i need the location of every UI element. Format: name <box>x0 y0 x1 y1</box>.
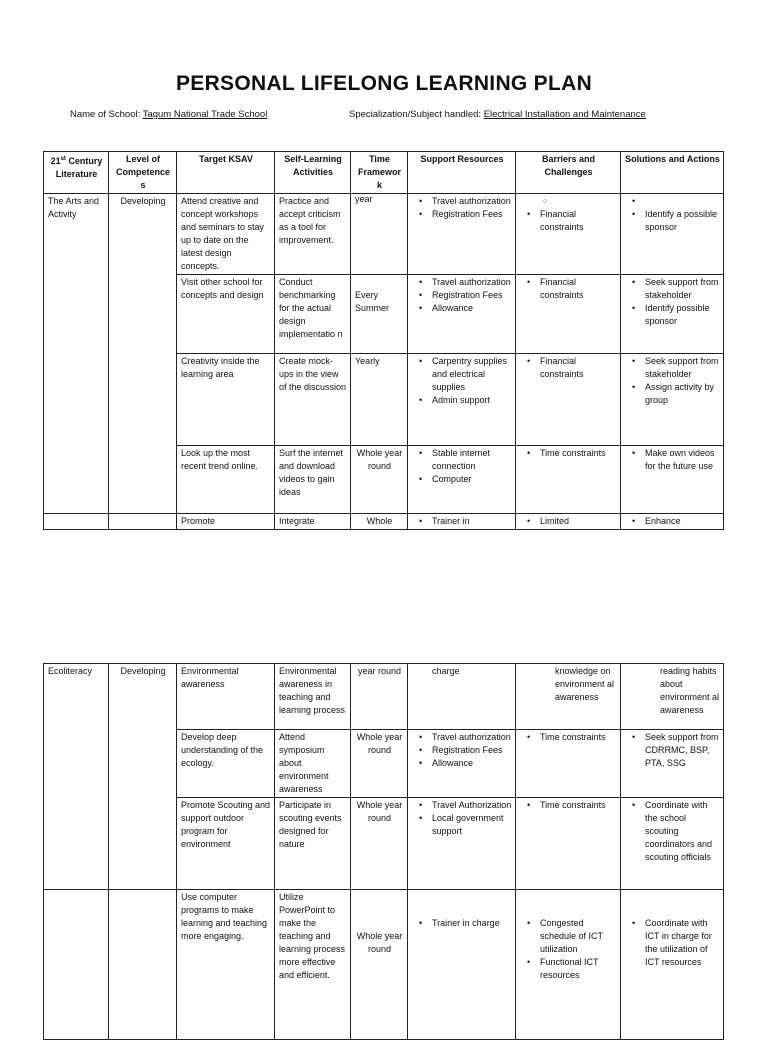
competence-cell: Developing <box>109 664 177 890</box>
activity-cell: Surf the internet and download videos to gain ideas <box>275 446 351 514</box>
ksav-cell: Use computer programs to make learning and teaching more engaging. <box>177 890 275 1040</box>
plan-table-part-2 <box>43 663 724 1040</box>
barriers-cell <box>516 730 621 798</box>
resources-cell <box>408 514 516 530</box>
list-item: • Coordinate with ICT in charge for the utilization of ICT resources <box>645 917 720 969</box>
century-literature-cell: Ecoliteracy <box>44 664 109 890</box>
table-row <box>44 664 724 730</box>
list-item: • Travel authorization <box>432 195 512 208</box>
list-item: • Functional ICT resources <box>540 956 617 982</box>
solutions-cell <box>621 275 724 354</box>
school-name: Tagum National Trade School <box>142 109 268 120</box>
table-row <box>44 890 724 1040</box>
list-item: • Financial constraints <box>540 276 617 302</box>
list-item: • Seek support from stakeholder <box>645 276 720 302</box>
resources-cell <box>408 798 516 890</box>
list-item: • Carpentry supplies and electrical supplies <box>432 355 512 394</box>
time-cell: Yearly <box>351 354 408 446</box>
table-header-row <box>44 152 724 194</box>
list-item: • Congested schedule of ICT utilization <box>540 917 617 956</box>
activity-cell: Integrate <box>275 514 351 530</box>
time-cell: Whole <box>351 514 408 530</box>
header-solutions-actions: Solutions and Actions <box>621 152 724 194</box>
ksav-cell: Promote <box>177 514 275 530</box>
activity-cell: Conduct benchmarking for the actual design implementatio n <box>275 275 351 354</box>
list-item: • Financial constraints <box>540 208 617 234</box>
activity-cell: Create mock-ups in the view of the discussion <box>275 354 351 446</box>
barriers-cell <box>516 890 621 1040</box>
activity-cell: Practice and accept criticism as a tool for improvement. <box>275 194 351 275</box>
list-item: • Trainer in charge <box>432 917 512 930</box>
list-item: • Local government support <box>432 812 512 838</box>
activity-cell: Environmental awareness in teaching and learning process <box>275 664 351 730</box>
list-item: • Identify possible sponsor <box>645 302 720 328</box>
resources-cell: charge <box>408 664 516 730</box>
solutions-cell <box>621 730 724 798</box>
barriers-cell <box>516 446 621 514</box>
list-item: • Travel authorization <box>432 276 512 289</box>
document-title: PERSONAL LIFELONG LEARNING PLAN <box>175 72 593 95</box>
list-item: • Coordinate with the school scouting coordinators and scouting officials <box>645 799 720 864</box>
century-literature-cell: The Arts and Activity <box>44 194 109 514</box>
solutions-cell <box>621 446 724 514</box>
competence-cell <box>109 514 177 530</box>
header-time-framework: Time Framewor k <box>351 152 408 194</box>
activity-cell: Attend symposium about environment awareness <box>275 730 351 798</box>
competence-cell <box>109 890 177 1040</box>
school-info <box>70 109 267 120</box>
list-item: • Make own videos for the future use <box>645 447 720 473</box>
list-item: • Trainer in <box>432 515 512 528</box>
resources-cell <box>408 194 516 275</box>
list-item: • Enhance <box>645 515 720 528</box>
list-item: • Seek support from stakeholder <box>645 355 720 381</box>
list-item: • Registration Fees <box>432 208 512 221</box>
header-target-ksav: Target KSAV <box>177 152 275 194</box>
solutions-cell <box>621 354 724 446</box>
header-century-literature: 21st Century Literature <box>44 152 109 194</box>
resources-cell <box>408 890 516 1040</box>
resources-cell <box>408 275 516 354</box>
header-support-resources: Support Resources <box>408 152 516 194</box>
ksav-cell: Develop deep understanding of the ecology. <box>177 730 275 798</box>
competence-cell: Developing <box>109 194 177 514</box>
resources-cell <box>408 354 516 446</box>
time-cell: Every Summer <box>351 275 408 354</box>
time-cell: Whole year round <box>351 798 408 890</box>
list-item: • Computer <box>432 473 512 486</box>
list-item: • Travel authorization <box>432 731 512 744</box>
header-barriers-challenges: Barriers and Challenges <box>516 152 621 194</box>
list-item: • Limited <box>540 515 617 528</box>
time-cell: Whole year round <box>351 730 408 798</box>
table-row <box>44 194 724 275</box>
list-item: • Assign activity by group <box>645 381 720 407</box>
solutions-cell <box>621 798 724 890</box>
barriers-cell <box>516 798 621 890</box>
ksav-cell: Creativity inside the learning area <box>177 354 275 446</box>
ksav-cell: Promote Scouting and support outdoor program for environment <box>177 798 275 890</box>
specialization-value: Electrical Installation and Maintenance <box>483 109 646 120</box>
list-item: • Allowance <box>432 757 512 770</box>
solutions-cell <box>621 194 724 275</box>
time-cell: year <box>351 194 408 275</box>
list-item <box>645 195 720 208</box>
resources-cell <box>408 730 516 798</box>
resources-cell <box>408 446 516 514</box>
plan-table-part-1 <box>43 151 724 530</box>
ksav-cell: Visit other school for concepts and design <box>177 275 275 354</box>
header-level-of-competence: Level of Competence s <box>109 152 177 194</box>
list-item: • Allowance <box>432 302 512 315</box>
century-literature-cell <box>44 890 109 1040</box>
list-item: • Time constraints <box>540 447 617 460</box>
list-item: • Financial constraints <box>540 355 617 381</box>
barriers-cell: knowledge on environment al awareness <box>516 664 621 730</box>
table-row <box>44 514 724 530</box>
list-item: • Seek support from CDRRMC, BSP, PTA, SSG <box>645 731 720 770</box>
ksav-cell: Look up the most recent trend online. <box>177 446 275 514</box>
list-item: • Stable internet connection <box>432 447 512 473</box>
list-item: • Time constraints <box>540 731 617 744</box>
solutions-cell <box>621 514 724 530</box>
specialization-info <box>349 109 646 120</box>
list-item: • Travel Authorization <box>432 799 512 812</box>
barriers-cell <box>516 514 621 530</box>
time-cell: Whole year round <box>351 446 408 514</box>
solutions-cell: reading habits about environment al awareness <box>621 664 724 730</box>
header-self-learning-activities: Self-Learning Activities <box>275 152 351 194</box>
solutions-cell <box>621 890 724 1040</box>
list-item: • Admin support <box>432 394 512 407</box>
time-cell: Whole year round <box>351 890 408 1040</box>
list-item: • Identify a possible sponsor <box>645 208 720 234</box>
list-item: • Registration Fees <box>432 289 512 302</box>
list-item: • Time constraints <box>540 799 617 812</box>
list-item: • Registration Fees <box>432 744 512 757</box>
specialization-label: Specialization/Subject handled: <box>349 109 482 120</box>
barriers-cell <box>516 354 621 446</box>
ksav-cell: Environmental awareness <box>177 664 275 730</box>
ksav-cell: Attend creative and concept workshops and seminars to stay up to date on the latest design concepts. <box>177 194 275 275</box>
school-label: Name of School: <box>70 109 141 120</box>
barriers-cell <box>516 275 621 354</box>
activity-cell: Utilize PowerPoint to make the teaching and learning process more effective and efficient. <box>275 890 351 1040</box>
activity-cell: Participate in scouting events designed for nature <box>275 798 351 890</box>
list-item <box>556 195 617 208</box>
time-cell: year round <box>351 664 408 730</box>
century-literature-cell <box>44 514 109 530</box>
barriers-cell <box>516 194 621 275</box>
